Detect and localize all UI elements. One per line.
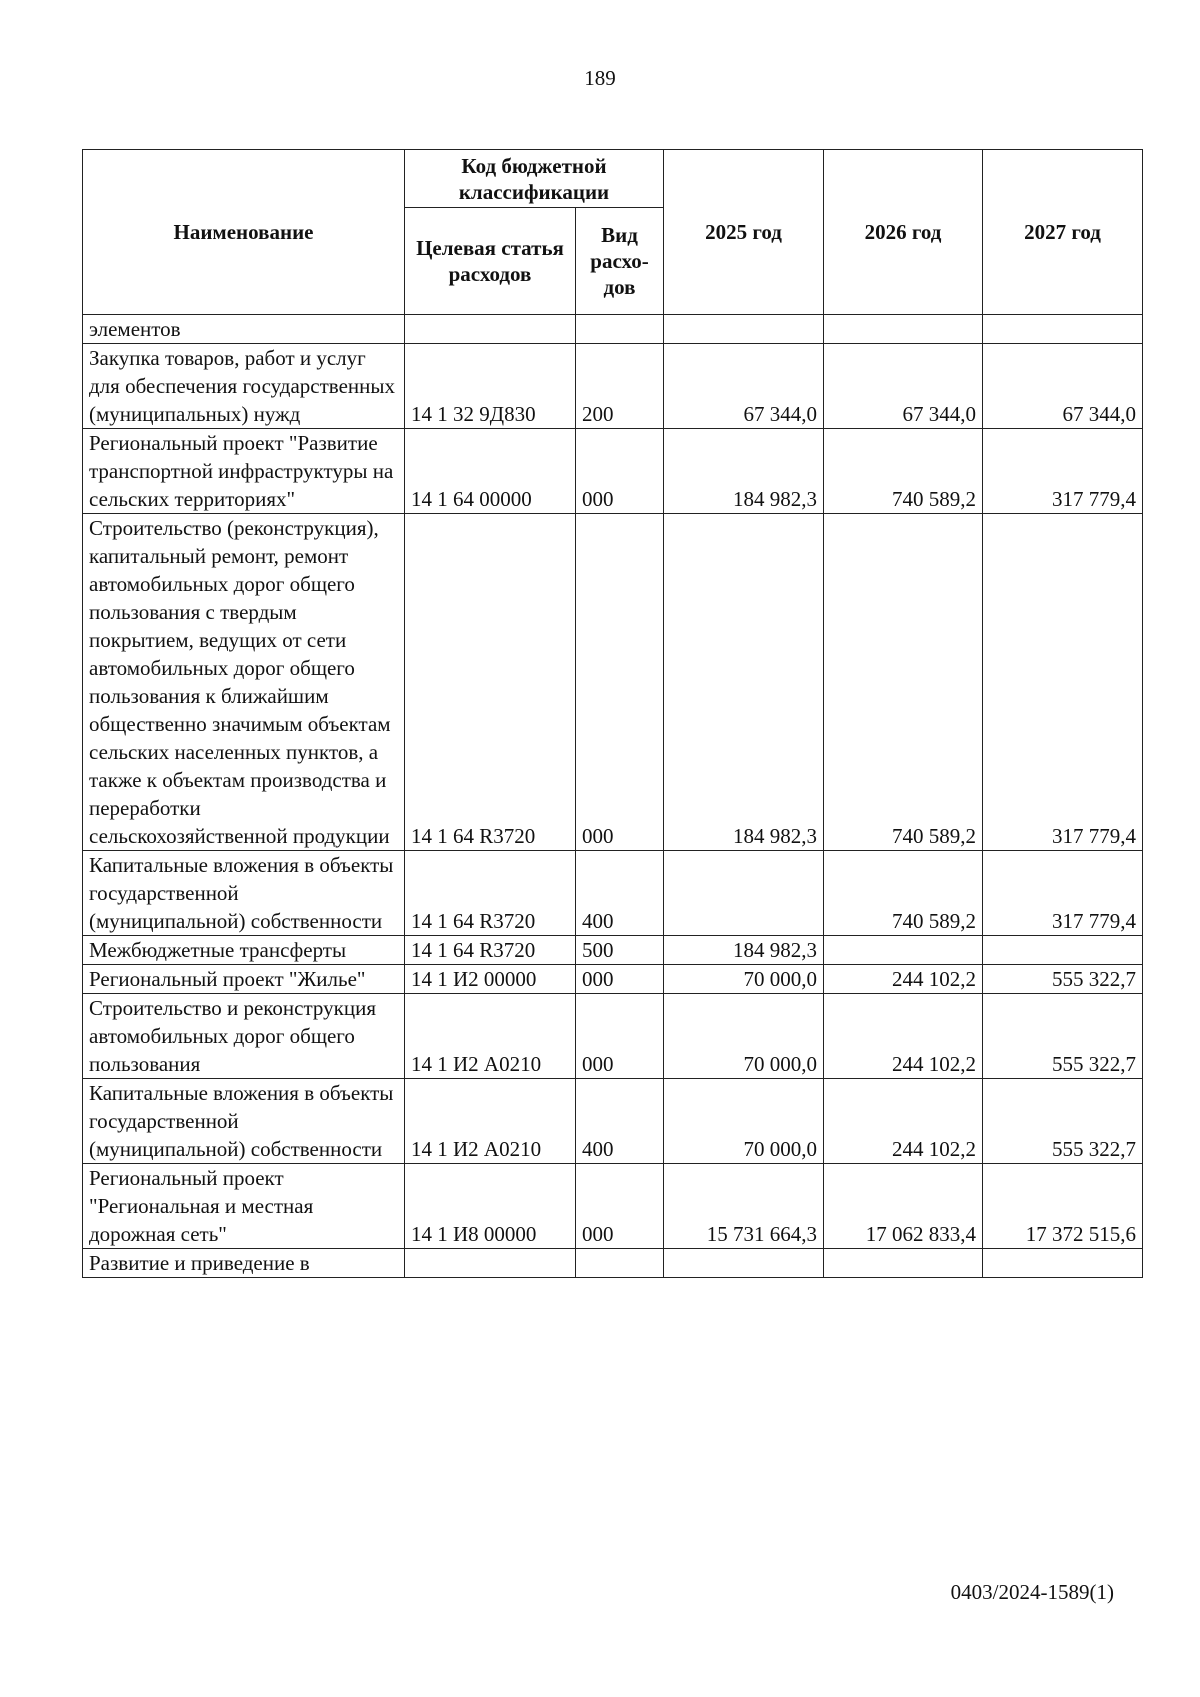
header-row xyxy=(83,150,1143,208)
cell-2025 xyxy=(664,851,824,936)
table-row xyxy=(83,994,1143,1079)
table-row xyxy=(83,1164,1143,1249)
cell-2025: 184 982,3 xyxy=(664,429,824,514)
cell-2026 xyxy=(824,1249,983,1278)
table-row xyxy=(83,514,1143,851)
cell-name: Региональный проект "Развитие транспортной инфраструктуры на сельских территориях" xyxy=(83,429,405,514)
cell-name: Межбюджетные трансферты xyxy=(83,936,405,965)
cell-target-article xyxy=(405,1249,576,1278)
cell-expense-type: 500 xyxy=(576,936,664,965)
cell-2027: 67 344,0 xyxy=(983,344,1143,429)
cell-expense-type xyxy=(576,315,664,344)
cell-name: Капитальные вложения в объекты государственной (муниципальной) собственности xyxy=(83,851,405,936)
cell-2027: 555 322,7 xyxy=(983,965,1143,994)
cell-target-article: 14 1 64 R3720 xyxy=(405,851,576,936)
cell-2027: 317 779,4 xyxy=(983,851,1143,936)
cell-2025: 184 982,3 xyxy=(664,514,824,851)
header-target-article: Целевая статья расходов xyxy=(405,208,576,315)
cell-2025: 184 982,3 xyxy=(664,936,824,965)
table-row xyxy=(83,344,1143,429)
cell-2026 xyxy=(824,936,983,965)
cell-2027: 555 322,7 xyxy=(983,994,1143,1079)
cell-2026: 740 589,2 xyxy=(824,851,983,936)
cell-expense-type: 000 xyxy=(576,1164,664,1249)
page-number: 189 xyxy=(584,66,616,90)
cell-name: элементов xyxy=(83,315,405,344)
cell-2025 xyxy=(664,1249,824,1278)
cell-2027 xyxy=(983,936,1143,965)
table-row xyxy=(83,315,1143,344)
header-2027: 2027 год xyxy=(983,150,1143,315)
cell-2027: 555 322,7 xyxy=(983,1079,1143,1164)
cell-2026: 67 344,0 xyxy=(824,344,983,429)
cell-target-article: 14 1 И2 00000 xyxy=(405,965,576,994)
cell-name: Развитие и приведение в xyxy=(83,1249,405,1278)
budget-table xyxy=(82,149,1143,1278)
cell-expense-type: 400 xyxy=(576,1079,664,1164)
table-row xyxy=(83,1079,1143,1164)
cell-expense-type: 000 xyxy=(576,994,664,1079)
footer-document-code: 0403/2024-1589(1) xyxy=(950,1580,1114,1604)
cell-target-article: 14 1 64 R3720 xyxy=(405,514,576,851)
cell-2026: 17 062 833,4 xyxy=(824,1164,983,1249)
cell-2026: 740 589,2 xyxy=(824,429,983,514)
cell-2026: 244 102,2 xyxy=(824,994,983,1079)
header-code-group: Код бюджетной классификации xyxy=(405,150,664,208)
cell-target-article: 14 1 32 9Д830 xyxy=(405,344,576,429)
cell-name: Региональный проект "Жилье" xyxy=(83,965,405,994)
cell-target-article: 14 1 64 R3720 xyxy=(405,936,576,965)
cell-2026: 244 102,2 xyxy=(824,965,983,994)
cell-2027: 317 779,4 xyxy=(983,429,1143,514)
header-name: Наименование xyxy=(83,150,405,315)
cell-target-article xyxy=(405,315,576,344)
cell-2025 xyxy=(664,315,824,344)
header-2026: 2026 год xyxy=(824,150,983,315)
cell-name: Капитальные вложения в объекты государственной (муниципальной) собственности xyxy=(83,1079,405,1164)
cell-2027 xyxy=(983,315,1143,344)
header-2025: 2025 год xyxy=(664,150,824,315)
cell-2026: 740 589,2 xyxy=(824,514,983,851)
cell-target-article: 14 1 И2 А0210 xyxy=(405,1079,576,1164)
cell-expense-type: 200 xyxy=(576,344,664,429)
cell-expense-type: 000 xyxy=(576,429,664,514)
cell-2025: 70 000,0 xyxy=(664,994,824,1079)
table-row xyxy=(83,851,1143,936)
cell-target-article: 14 1 И2 А0210 xyxy=(405,994,576,1079)
cell-name: Закупка товаров, работ и услуг для обеспечения государственных (муниципальных) нужд xyxy=(83,344,405,429)
table-row xyxy=(83,936,1143,965)
cell-expense-type xyxy=(576,1249,664,1278)
cell-2025: 67 344,0 xyxy=(664,344,824,429)
cell-target-article: 14 1 И8 00000 xyxy=(405,1164,576,1249)
cell-name: Региональный проект "Региональная и местная дорожная сеть" xyxy=(83,1164,405,1249)
header-expense-type: Вид расхо-дов xyxy=(576,208,664,315)
cell-2027 xyxy=(983,1249,1143,1278)
table-body xyxy=(83,315,1143,1278)
table-row xyxy=(83,1249,1143,1278)
cell-name: Строительство (реконструкция), капитальный ремонт, ремонт автомобильных дорог общего пользования с твердым покрытием, ведущих от сети автомобильных дорог общего пользования к ближайшим общественно значимым объектам сельских населенных пунктов, а также к объектам производства и переработки сельскохозяйственной продукции xyxy=(83,514,405,851)
cell-2025: 70 000,0 xyxy=(664,1079,824,1164)
cell-expense-type: 400 xyxy=(576,851,664,936)
cell-2025: 15 731 664,3 xyxy=(664,1164,824,1249)
cell-expense-type: 000 xyxy=(576,965,664,994)
cell-2027: 17 372 515,6 xyxy=(983,1164,1143,1249)
cell-target-article: 14 1 64 00000 xyxy=(405,429,576,514)
cell-expense-type: 000 xyxy=(576,514,664,851)
table-row xyxy=(83,965,1143,994)
cell-name: Строительство и реконструкция автомобильных дорог общего пользования xyxy=(83,994,405,1079)
cell-2027: 317 779,4 xyxy=(983,514,1143,851)
cell-2026: 244 102,2 xyxy=(824,1079,983,1164)
table-row xyxy=(83,429,1143,514)
cell-2026 xyxy=(824,315,983,344)
cell-2025: 70 000,0 xyxy=(664,965,824,994)
